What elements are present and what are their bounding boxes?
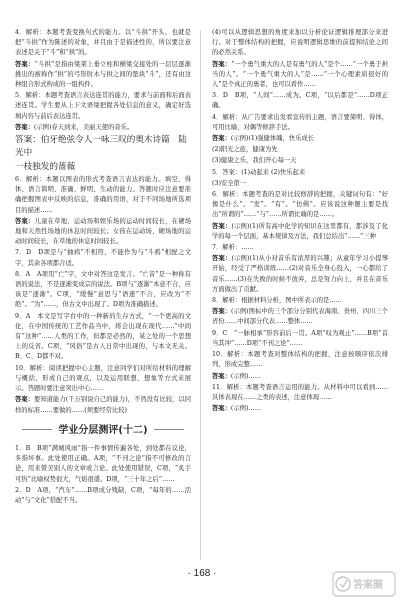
answer-paragraph	[15, 395, 191, 415]
answer-label: 答案：	[15, 396, 35, 404]
paragraph-text: “斗拱”是指由梁架上垂立柱和横梁交接处的一层层逐渐挑出的被称作“拱”的弓形肘木与拱之间的垫块“斗”，还有由这种组合形式构成的一组构件。	[15, 60, 191, 89]
column-divider	[200, 30, 201, 560]
paragraph-text: 5．解析：本题考查语言表达连贯的能力，要求与前面和后面表述连贯。学生要从上下文语境把握各处信息的意义，确定好选填内容与前后表达连贯。	[15, 92, 191, 120]
answer-paragraph	[212, 383, 388, 403]
answer-paragraph	[15, 217, 191, 248]
answer-paragraph	[15, 364, 191, 395]
left-column	[15, 28, 191, 507]
answer-paragraph	[212, 329, 388, 349]
paragraph-text: (示例)(1)从小对音乐有浓厚的兴趣；从童年学习小提琴开始，经受了严格训练……(2)对音乐全身心投入，一心都给了音乐……(3)在失败的时候不放弃，总是努力向上，并且在音乐方面做出了贡献。	[212, 255, 388, 293]
paragraph-text: (示例)图标中的三个部分分别代表海南、贵州、四川三个省份……中间部分代表……整体……	[212, 308, 389, 326]
answer-paragraph	[15, 312, 191, 363]
title-rule	[154, 429, 184, 430]
answer-label: 答案：	[212, 222, 232, 230]
paragraph-text: 10．解析：本题考查对整体结构的把握，注意按顺序依次排列，形成完整……	[212, 351, 388, 369]
paragraph-text: 4．解析：从广告要求出发看宣传的主题，语言要简明、得体，可用比喻、对偶等修辞手法。	[212, 113, 388, 131]
answer-paragraph	[15, 60, 191, 91]
answer-paragraph	[212, 28, 388, 59]
answer-label: 答案：	[212, 308, 232, 316]
paragraph-text: 7．D D项是与“抽鸦”不相符，不能作为与“斗鸦”相配之文字，其余各项都合适。	[15, 249, 191, 267]
paragraph-text: (2)阳光之旅，健康为先	[212, 146, 278, 154]
answer-paragraph	[212, 113, 388, 133]
answer-paragraph	[212, 190, 388, 221]
paragraph-text: 要知道能力(千万别说自己的能力)，不然没有比较，以同样的标准……要做的……(须要经常比较)	[15, 396, 192, 414]
answer-paragraph	[212, 60, 388, 91]
answer-paragraph	[212, 156, 388, 166]
paragraph-text: 3．D B项，“人间”……成为。C项，“以后都是”……D项正确。	[212, 92, 388, 110]
answer-label: 答案：	[15, 123, 34, 131]
paragraph-text: 8．解析：根据材料分析，图中所表示的是……	[212, 297, 342, 305]
answer-label: 答案：	[212, 255, 232, 263]
paragraph-text: (示例)……	[230, 372, 261, 380]
answer-paragraph	[15, 175, 191, 216]
answer-paragraph	[15, 123, 191, 133]
answer-paragraph	[212, 254, 388, 295]
answer-paragraph	[212, 179, 388, 189]
paragraph-text: (示例)……	[230, 405, 261, 413]
answer-label: 答案：	[212, 372, 231, 380]
paragraph-text: 9．C “一脉相承”形容前后一贯。A项“叹为观止”……B项“首当其冲”……D项“不刊之论”……	[212, 329, 388, 347]
paragraph-text: 6．解析：本题以图表的形式考查语言表达的能力。填空、得体、语言简明、准确、鲜明、生动的能力。答题时应注意要准确把握图表中反映的信息，准确的用语，对于不同场地所选项目的描述……	[15, 176, 191, 214]
section-title-text: 学业分层测评(十二)	[58, 424, 148, 436]
answer-paragraph	[212, 372, 388, 382]
paragraph-text: (3)安全第一	[212, 179, 247, 187]
answer-paragraph	[15, 270, 191, 311]
answer-paragraph	[15, 28, 191, 59]
paragraph-text: 儿童在草地、运动场和娱乐场的运动时间较长，在硬场地和天然性场地的休息时间较长；女孩在运动场、硬场地的运动时间较长，在草地的休息时间较长。	[15, 217, 192, 246]
paragraph-text: “一个勇气重大的人是有勇气的人”是个……“一个勇于担当的人”。“一个勇气重大的人”是……“一个心理素质很好的人”是个真正的勇者，也可以看作……	[212, 60, 388, 89]
paragraph-text: 4．解析：本题考查变换句式的能力。以“斗拱”开头，也就是把“斗拱”作为陈述的对象，并且由于是描述性的，所以要注意表述是关于“斗”和“拱”的。	[15, 29, 191, 57]
paragraph-text: 2．D A项，“汽车”……B项成分残缺，C项，“每年的……活动”与“文化”搭配不当。	[15, 486, 191, 504]
title-rule	[22, 429, 52, 430]
paragraph-text: 8．A A项用“亡”字，文中对答这是发言。“亡音”是一种称有语的说法，不是逐渐变成宗的说法。B项与“逐渐”本意不合，应该是“逐渐”。C项，“缓慢”意思与“语速”不合，应改为“不绝”。“为”……，但古文中出现了。D项为准确描述。	[15, 270, 191, 309]
answer-paragraph	[212, 296, 388, 306]
answer-paragraph	[15, 486, 191, 506]
answer-paragraph	[15, 444, 191, 485]
answer-paragraph	[212, 404, 388, 414]
svg-text:答案圈: 答案圈	[353, 580, 383, 591]
paragraph-text: (3)健康之乐，我们开心每一天	[212, 157, 297, 165]
section-title	[15, 426, 191, 436]
paragraph-text: (示例)(1)所有高中化学的知识在这里都有，都涉及了化学的每一个层面，基本规律及方法，我们总结出“……”三种	[212, 222, 388, 240]
paragraph-text: 11．解析：本题考查语言运用的能力。从材料中可以看到……具体表现在……之类的表述，注意体现……	[212, 383, 388, 401]
answer-label: 答案：	[15, 217, 35, 225]
paragraph-text: (示例)(1)强健体魄，快乐成长	[230, 135, 314, 143]
paragraph-text: (示例)春天到来，美丽天使的音乐。	[33, 123, 134, 131]
answer-paragraph	[212, 222, 388, 242]
answer-label: 答案：	[212, 60, 232, 68]
paragraph-text: 6．解析：本题考查的是对比较修辞的把握，关键词句有：“好像是什么”。“发”。“有”。“仿佛”。应该说这种题主要是找出“所谓的”……“与”……所谓比喻的是……。	[212, 191, 388, 219]
paragraph-text: (4)可以从逻辑思想的角度来加以分析论证逻辑推理部分来进行。对于整体结构的把握，应说明逻辑思维的前提和结论之间的必然关系。	[212, 29, 388, 57]
answer-paragraph	[212, 243, 388, 253]
answer-paragraph	[212, 145, 388, 155]
answer-paragraph	[15, 91, 191, 122]
paragraph-text: 1．B B项“满城风雨”指一件事情传遍各处，到处都在议论，多指坏事。此处使用正确。A项，“不刊之论”指不可修改的言论，用来赞美别人的文章或言论。此处使用错误，C项，“炙手可热”比喻权势很大，气焰很盛。D项，“三十年之后”……	[15, 444, 191, 483]
answer-paragraph	[15, 248, 191, 268]
paragraph-text: 5．答案：(1)动起来 (2)快乐起来	[212, 168, 306, 176]
watermark-logo	[332, 571, 396, 597]
page-number: · 168 ·	[187, 568, 217, 579]
answer-paragraph	[212, 307, 388, 327]
answer-line: 答案：伯牙绝弦令人一咏三叹的奥木诗篇 陆光中	[15, 135, 187, 159]
answer-label: 答案：	[212, 135, 231, 143]
answer-paragraph	[212, 168, 388, 178]
answer-line: 一枝独发的蔷薇	[15, 162, 76, 173]
paragraph-text: 9．A 本文是写字台中的一种新的生存方式，“一个更高的文化，在中国传统的工艺作品当中，将会出现在现代……”中间有“这种”……人类的工作，但都是必然的，某之处的一个思想上的反省。C项，“风俗”是古人日常中出现的，与本文无关。B、C、D都不对。	[15, 312, 191, 361]
answer-paragraph	[212, 134, 388, 144]
answer-label: 答案：	[15, 60, 35, 68]
answer-paragraph	[212, 350, 388, 370]
paragraph-text: 7．解析：……	[212, 244, 254, 252]
paragraph-text: 10．解析：阅读把握中心主题，注意同学们对所给材料的理解与概括，形成自己的观点，以及运用联想、想象等方式来展示。答题时要注意突出中心……	[15, 364, 191, 393]
right-column	[212, 28, 388, 415]
answer-paragraph	[212, 91, 388, 111]
answer-label: 答案：	[212, 405, 231, 413]
